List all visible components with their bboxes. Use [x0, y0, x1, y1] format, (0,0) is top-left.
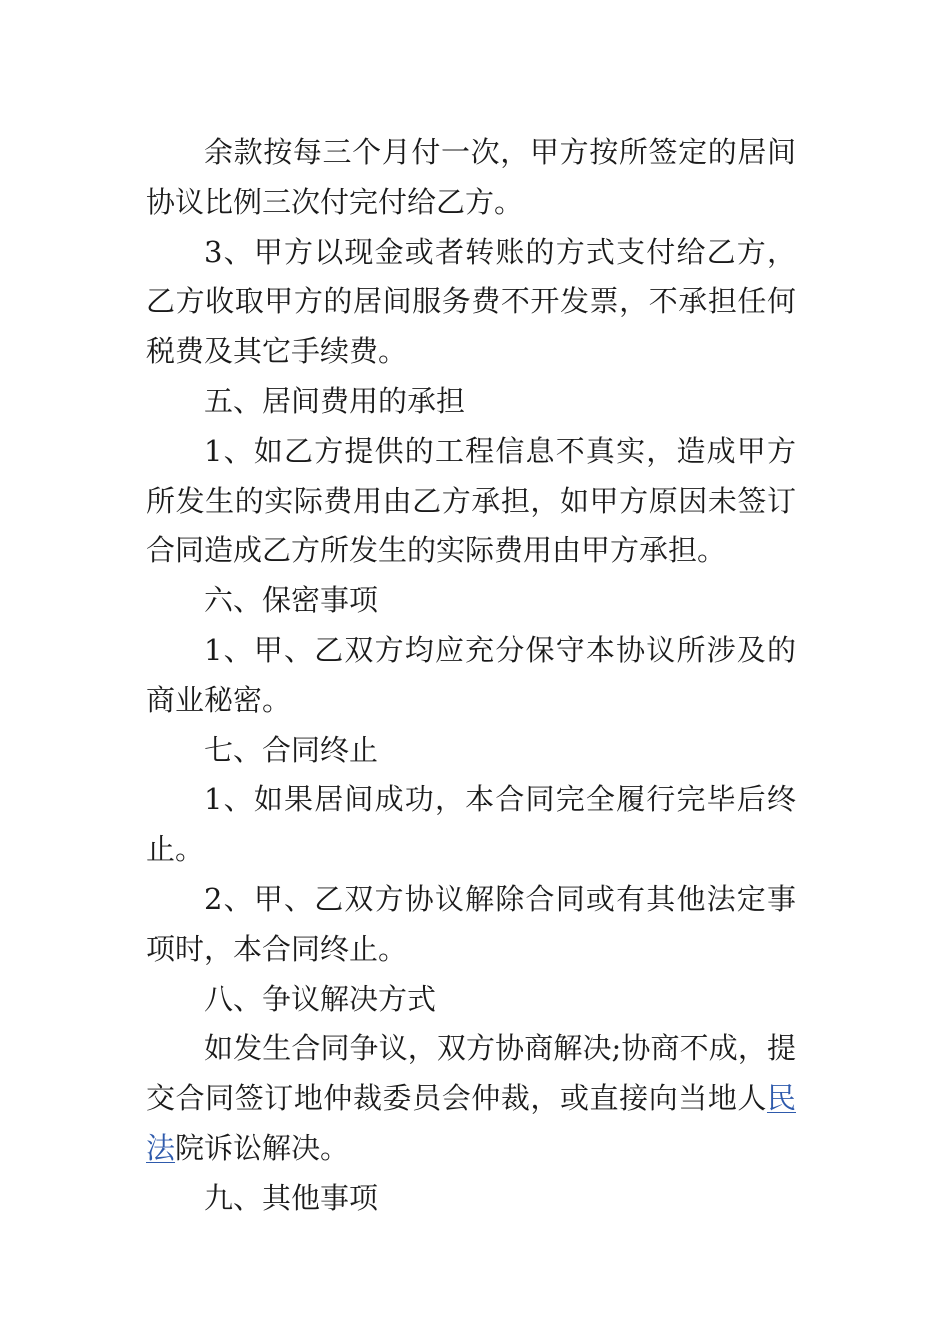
section-heading-fee-bearing: 五、居间费用的承担 [204, 383, 466, 418]
dispute-text-part-2: 院诉讼解决。 [175, 1130, 350, 1165]
paragraph-confidentiality: 1、甲、乙双方均应充分保守本协议所涉及的商业秘密。 [146, 632, 796, 717]
paragraph-fee-bearing: 1、如乙方提供的工程信息不真实，造成甲方所发生的实际费用由乙方承担，如甲方原因未签订合同造成乙方所发生的实际费用由甲方承担。 [146, 433, 796, 568]
paragraph-payment-method: 3、甲方以现金或者转账的方式支付给乙方，乙方收取甲方的居间服务费不开发票，不承担任何税费及其它手续费。 [146, 234, 796, 369]
paragraph-termination-2: 2、甲、乙双方协议解除合同或有其他法定事项时，本合同终止。 [146, 881, 796, 966]
section-heading-other-matters: 九、其他事项 [204, 1180, 379, 1215]
civil-law-link[interactable]: 民法 [146, 1081, 796, 1165]
dispute-text-part-1: 如发生合同争议，双方协商解决;协商不成，提交合同签订地仲裁委员会仲裁，或直接向当地人 [146, 1031, 796, 1116]
paragraph-dispute-resolution [146, 1024, 796, 1173]
section-heading-confidentiality: 六、保密事项 [204, 583, 379, 618]
section-heading-dispute-resolution: 八、争议解决方式 [204, 981, 437, 1016]
paragraph-termination-1: 1、如果居间成功，本合同完全履行完毕后终止。 [146, 782, 796, 867]
document-page [146, 128, 796, 1224]
section-heading-termination: 七、合同终止 [204, 732, 379, 767]
paragraph-payment-installments: 余款按每三个月付一次，甲方按所签定的居间协议比例三次付完付给乙方。 [146, 135, 796, 219]
